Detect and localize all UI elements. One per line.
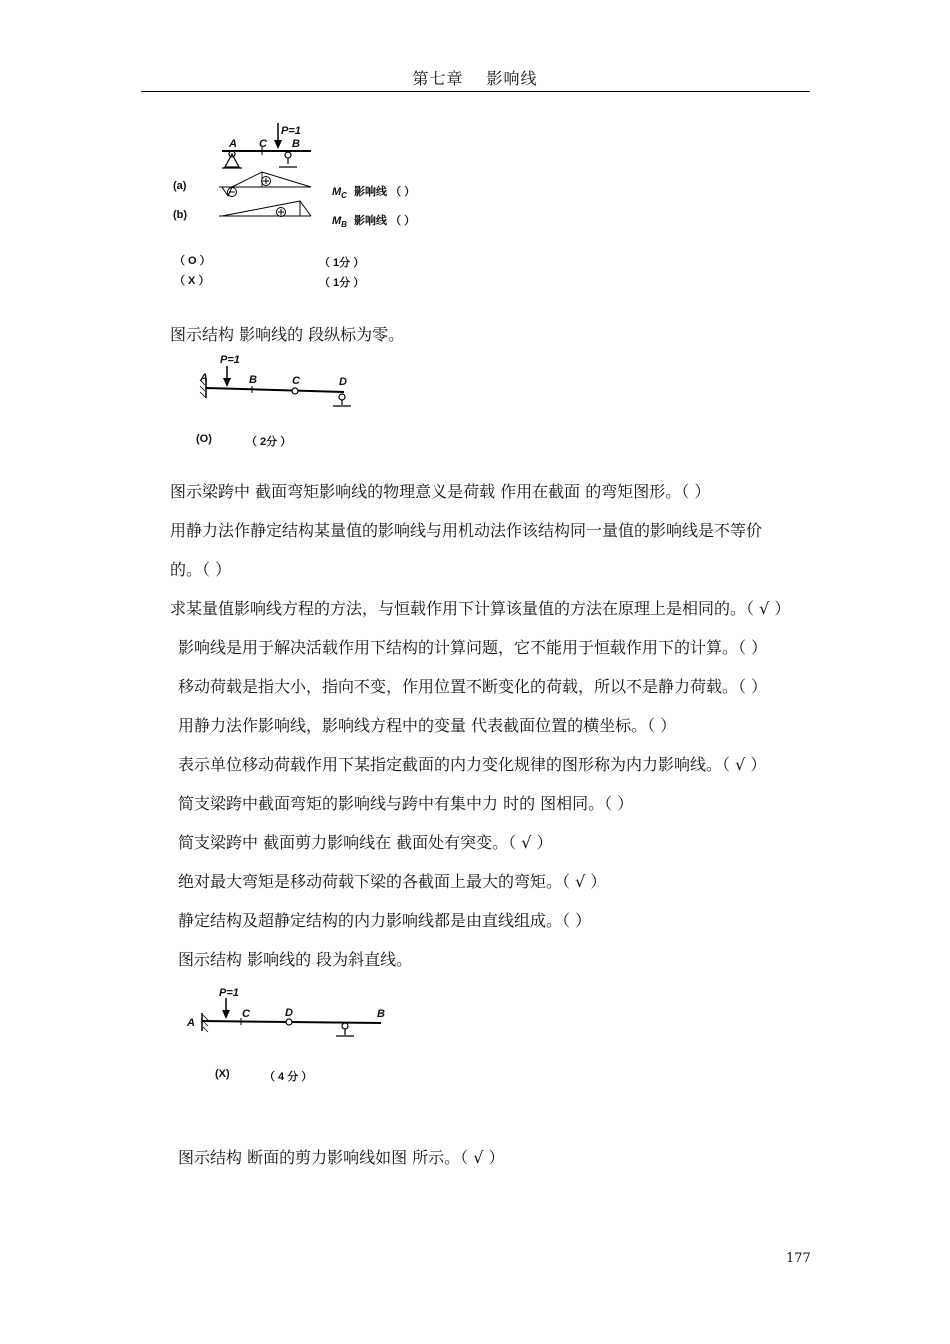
fig1-point-b: B [292,138,300,150]
question-7: 用静力法作影响线，影响线方程中的变量 代表截面位置的横坐标。（ ） [178,716,677,735]
fig3-point-d: D [285,1007,293,1019]
question-2: 图示梁跨中 截面弯矩影响线的物理意义是荷载 作用在截面 的弯矩图形。（ ） [170,482,711,501]
fig1-point-a: A [229,138,237,150]
question-11: 绝对最大弯矩是移动荷载下梁的各截面上最大的弯矩。（ √ ） [178,872,607,891]
fig2-point-b: B [249,374,257,386]
question-3-cont: 的。（ ） [170,560,232,579]
fig1-mb-text: 影响线 （ ） [354,215,416,227]
question-8: 表示单位移动荷载作用下某指定截面的内力变化规律的图形称为内力影响线。（ √ ） [178,755,767,774]
fig3-score: （ 4 分 ） [264,1071,313,1083]
fig1-row-b-label: (b) [173,209,188,221]
fig1-answer-1: （ O ） [174,255,211,267]
fig3-load-label: P=1 [219,987,239,999]
question-9: 简支梁跨中截面弯矩的影响线与跨中有集中力 时的 图相同。（ ） [178,794,634,813]
fig3-point-b: B [377,1008,385,1020]
fig1-mc-sub: C [341,191,347,201]
fig2-load-label: P=1 [220,354,240,366]
page-number: 177 [786,1251,811,1266]
fig3-point-c: C [242,1008,250,1020]
fig1-score-2: （ 1分 ） [319,277,365,289]
chapter-title: 第七章 影响线 [412,69,538,88]
question-13: 图示结构 影响线的 段为斜直线。 [178,950,413,969]
fig2-score: （ 2分 ） [246,436,292,448]
fig1-mc-text: 影响线 （ ） [354,186,416,198]
fig1-load-label: P=1 [281,125,301,137]
fig2-point-c: C [292,375,300,387]
fig1-row-a-label: (a) [173,180,187,192]
fig1-mb-symbol: M [332,215,342,227]
question-10: 简支梁跨中 截面剪力影响线在 截面处有突变。（ √ ） [178,833,553,852]
question-4: 求某量值影响线方程的方法，与恒载作用下计算该量值的方法在原理上是相同的。（ √ ） [170,599,791,618]
fig1-point-c: C [259,138,267,150]
fig1-answer-2: （ X ） [174,275,210,287]
fig1-mb-sub: B [341,220,347,230]
fig1-mc-symbol: M [332,186,342,198]
question-1: 图示结构 影响线的 段纵标为零。 [170,325,405,344]
fig3-answer: (X) [215,1068,230,1080]
question-last: 图示结构 断面的剪力影响线如图 所示。（ √ ） [178,1148,505,1167]
fig2-point-d: D [339,376,347,388]
question-3: 用静力法作静定结构某量值的影响线与用机动法作该结构同一量值的影响线是不等价 [170,521,763,540]
fig3-point-a: A [187,1017,195,1029]
question-12: 静定结构及超静定结构的内力影响线都是由直线组成。（ ） [178,911,592,930]
question-6: 移动荷载是指大小，指向不变，作用位置不断变化的荷载，所以不是静力荷载。（ ） [178,677,768,696]
fig2-answer: (O) [196,433,212,445]
fig1-score-1: （ 1分 ） [319,257,365,269]
fig2-point-a: A [200,372,208,384]
question-5: 影响线是用于解决活载作用下结构的计算问题，它不能用于恒载作用下的计算。（ ） [178,638,768,657]
